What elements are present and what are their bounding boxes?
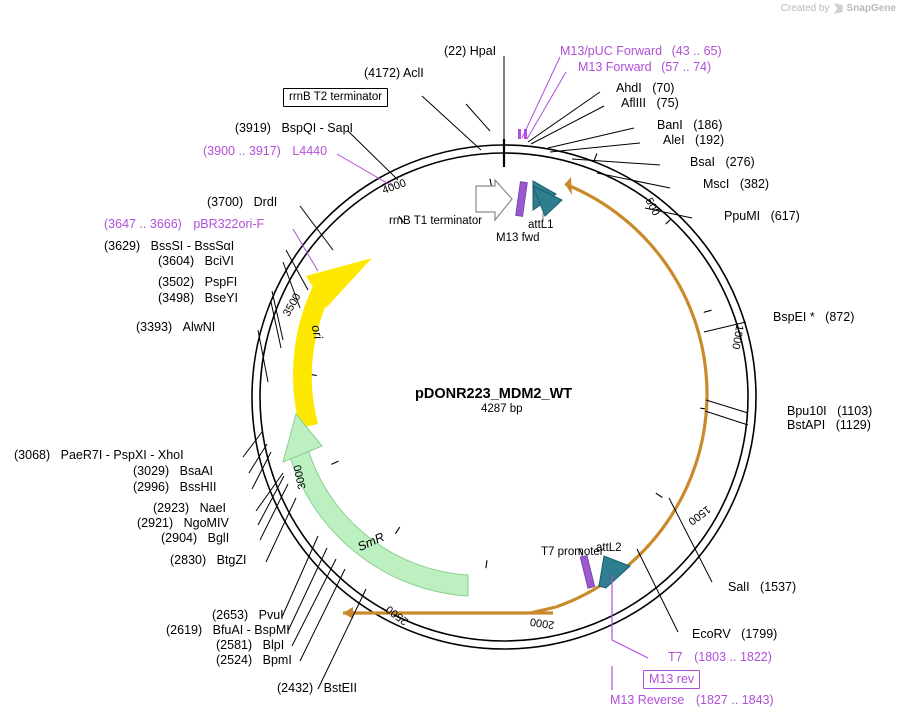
site-ecorv — [692, 627, 777, 641]
site-bspqi-position: (3919) — [234, 121, 271, 135]
site-bpmi — [216, 653, 292, 667]
site-ppumi-position: (617) — [770, 209, 800, 223]
site-bgli — [161, 531, 229, 545]
site-bpmi-enzyme: BpmI — [262, 653, 292, 667]
site-naei-enzyme: NaeI — [199, 501, 227, 515]
feature-label-rrnb-t2: rrnB T2 terminator — [283, 88, 388, 107]
site-hpai-enzyme: HpaI — [469, 44, 497, 58]
site-bsteii-position: (2432) — [277, 681, 314, 695]
site-pvui-position: (2653) — [212, 608, 249, 622]
site-bsssi-position: (3629) — [104, 239, 141, 253]
site-acli-enzyme: AclI — [402, 66, 424, 80]
primer-m13-forward-range: (57 .. 74) — [661, 60, 712, 74]
primer-pbr322ori-f-range: (3647 .. 3666) — [104, 217, 182, 231]
site-drdi-position: (3700) — [207, 195, 244, 209]
site-bgli-enzyme: BglI — [207, 531, 230, 545]
site-blpi — [216, 638, 284, 652]
tick-label-1500: 1500 — [685, 502, 713, 528]
site-naei — [153, 501, 226, 515]
feature-label-smr: SmR — [355, 529, 387, 555]
site-msci-position: (382) — [739, 177, 770, 191]
feature-label-m13-fwd: M13 fwd — [496, 232, 540, 244]
site-bspqi-sapi — [208, 121, 353, 135]
tick-label-3500: 3500 — [280, 291, 304, 319]
site-bpu10i-position: (1103) — [837, 404, 873, 418]
site-alwni — [136, 320, 215, 334]
site-bcivi — [158, 254, 234, 268]
site-bsai-position: (276) — [725, 155, 755, 169]
site-alwni-enzyme: AlwNI — [182, 320, 216, 334]
site-bstapi-enzyme: BstAPI — [787, 418, 826, 432]
site-acli — [364, 66, 424, 80]
primer-m13-forward-label: M13 Forward — [578, 60, 652, 74]
site-ppumi-enzyme: PpuMI — [724, 209, 761, 223]
site-ngomiv — [137, 516, 229, 530]
primer-m13-rev: M13 rev — [643, 670, 700, 689]
primer-pbr322ori-f-label: pBR322ori-F — [193, 217, 265, 231]
tick-label-4000: 4000 — [380, 177, 408, 197]
primer-l4440-range: (3900 .. 3917) — [203, 144, 281, 158]
tick-label-3000: 3000 — [291, 463, 309, 491]
site-ecorv-enzyme: EcoRV — [692, 627, 731, 641]
site-paer7i-pspxi-xhoi — [14, 448, 184, 462]
site-msci-enzyme: MscI — [703, 177, 730, 191]
feature-label-rrnb-t1: rrnB T1 terminator — [389, 215, 483, 227]
primer-t7 — [668, 650, 772, 664]
primer-pbr322ori-f — [104, 217, 264, 231]
site-ppumi — [724, 209, 800, 223]
site-bsteii — [277, 681, 357, 695]
site-pvui-enzyme: PvuI — [258, 608, 284, 622]
primer-m13-forward — [578, 60, 711, 74]
tick-label-2500: 2500 — [383, 602, 411, 628]
primer-t7-label: T7 — [668, 650, 683, 664]
site-paer7i-position: (3068) — [14, 448, 51, 462]
site-blpi-position: (2581) — [216, 638, 253, 652]
site-ahdi — [616, 81, 674, 95]
site-bcivi-position: (3604) — [158, 254, 195, 268]
tick-label-500: 500 — [642, 196, 662, 218]
site-bstapi — [787, 418, 871, 432]
feature-label-t7-promoter: T7 promoter — [541, 546, 604, 558]
site-bsshii-position: (2996) — [133, 480, 170, 494]
site-bspei-position: (872) — [825, 310, 855, 324]
site-acli-position: (4172) — [364, 66, 401, 80]
plasmid-name: pDONR223_MDM2_WT — [415, 386, 573, 402]
site-ahdi-position: (70) — [652, 81, 675, 95]
site-pspfi-enzyme: PspFI — [204, 275, 238, 289]
site-ecorv-position: (1799) — [741, 627, 778, 641]
primer-m13puc-forward-label: M13/pUC Forward — [560, 44, 663, 58]
primer-m13-reverse-range: (1827 .. 1843) — [695, 693, 774, 707]
site-bseyi — [158, 291, 238, 305]
site-bsssi-bsssai — [104, 239, 234, 253]
site-bspqi-enzyme: BspQI - SapI — [281, 121, 353, 135]
site-bgli-position: (2904) — [161, 531, 198, 545]
site-bfuai-enzyme: BfuAI - BspMI — [212, 623, 290, 637]
site-drdi-enzyme: DrdI — [253, 195, 278, 209]
site-bani-position: (186) — [693, 118, 723, 132]
site-bsaai-enzyme: BsaAI — [179, 464, 213, 478]
site-alei-position: (192) — [695, 133, 725, 147]
site-bfuai-position: (2619) — [166, 623, 203, 637]
tick-label-2000: 2000 — [529, 615, 556, 631]
site-ahdi-enzyme: AhdI — [616, 81, 642, 95]
site-sali-enzyme: SalI — [728, 580, 750, 594]
feature-label-attl1: attL1 — [528, 219, 554, 231]
site-alei — [663, 133, 724, 147]
site-bseyi-position: (3498) — [158, 291, 195, 305]
plasmid-size: 4287 bp — [481, 403, 523, 415]
site-bstapi-position: (1129) — [835, 418, 871, 432]
primer-m13-reverse — [610, 693, 774, 707]
site-bpu10i-enzyme: Bpu10I — [787, 404, 827, 418]
tick-label-1000: 1000 — [729, 323, 746, 351]
site-ngomiv-enzyme: NgoMIV — [183, 516, 229, 530]
site-drdi — [207, 195, 277, 209]
primer-l4440-label: L4440 — [292, 144, 328, 158]
site-pvui — [212, 608, 284, 622]
site-btgzi — [170, 553, 247, 567]
site-msci — [703, 177, 769, 191]
site-bani-enzyme: BanI — [657, 118, 683, 132]
primer-l4440 — [203, 144, 327, 158]
site-bsai — [690, 155, 755, 169]
watermark-brand: SnapGene — [846, 3, 896, 14]
site-hpai — [444, 44, 496, 58]
watermark-text: Created by — [780, 3, 830, 14]
site-bsai-enzyme: BsaI — [690, 155, 716, 169]
site-bsteii-enzyme: BstEII — [323, 681, 357, 695]
primer-m13-reverse-label: M13 Reverse — [610, 693, 685, 707]
site-bpmi-position: (2524) — [216, 653, 253, 667]
site-bsssi-enzyme: BssSI - BssSαI — [150, 239, 235, 253]
feature-label-ori: ori — [308, 323, 326, 341]
site-bsaai — [133, 464, 213, 478]
primer-m13puc-forward-range: (43 .. 65) — [671, 44, 722, 58]
site-bani — [657, 118, 722, 132]
site-bfuai-bspmi — [166, 623, 290, 637]
site-btgzi-enzyme: BtgZI — [216, 553, 247, 567]
site-bcivi-enzyme: BciVI — [204, 254, 234, 268]
site-paer7i-enzyme: PaeR7I - PspXI - XhoI — [60, 448, 184, 462]
site-alei-enzyme: AleI — [663, 133, 685, 147]
primer-m13puc-forward — [560, 44, 722, 58]
site-bpu10i — [787, 404, 872, 418]
site-bseyi-enzyme: BseYI — [204, 291, 238, 305]
site-bspei — [773, 310, 854, 324]
site-pspfi-position: (3502) — [158, 275, 195, 289]
site-ngomiv-position: (2921) — [137, 516, 174, 530]
feature-label-attl2: attL2 — [596, 542, 622, 554]
site-pspfi — [158, 275, 237, 289]
site-bsshii-enzyme: BssHII — [179, 480, 217, 494]
site-hpai-position: (22) — [444, 44, 467, 58]
site-afliii — [621, 96, 679, 110]
site-afliii-position: (75) — [656, 96, 679, 110]
site-sali — [728, 580, 796, 594]
site-btgzi-position: (2830) — [170, 553, 207, 567]
site-naei-position: (2923) — [153, 501, 190, 515]
site-afliii-enzyme: AflIII — [621, 96, 647, 110]
site-bsaai-position: (3029) — [133, 464, 170, 478]
primer-t7-range: (1803 .. 1822) — [694, 650, 772, 664]
site-alwni-position: (3393) — [136, 320, 173, 334]
site-bsshii — [133, 480, 216, 494]
site-blpi-enzyme: BlpI — [262, 638, 285, 652]
site-sali-position: (1537) — [760, 580, 797, 594]
site-bspei-enzyme: BspEI * — [773, 310, 815, 324]
